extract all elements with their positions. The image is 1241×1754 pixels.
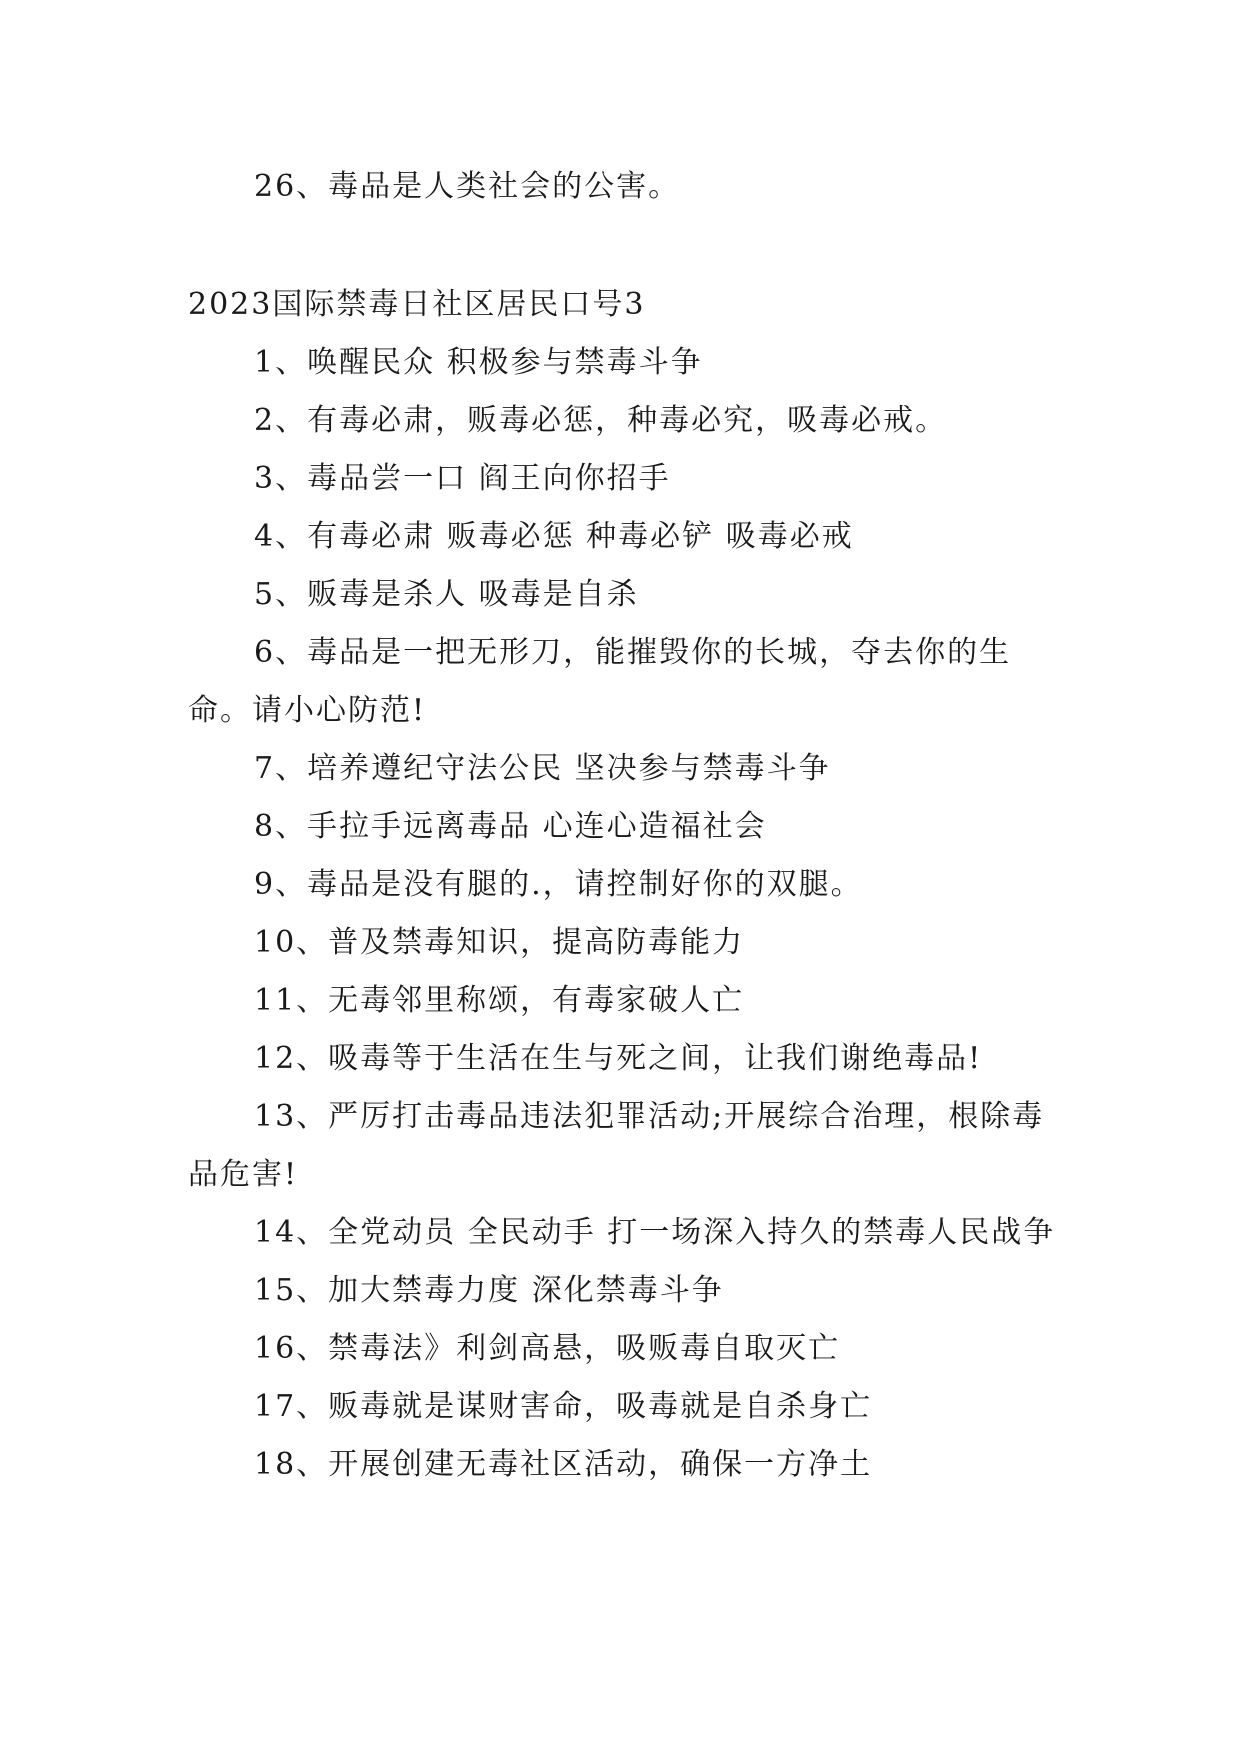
list-item: 15、加大禁毒力度 深化禁毒斗争 <box>254 1273 724 1308</box>
list-item: 12、吸毒等于生活在生与死之间，让我们谢绝毒品! <box>254 1041 983 1076</box>
list-item: 18、开展创建无毒社区活动，确保一方净土 <box>254 1447 873 1482</box>
list-item: 4、有毒必肃 贩毒必惩 种毒必铲 吸毒必戒 <box>254 519 854 554</box>
list-item: 26、毒品是人类社会的公害。 <box>254 169 681 204</box>
list-item: 8、手拉手远离毒品 心连心造福社会 <box>254 809 767 844</box>
list-item: 3、毒品尝一口 阎王向你招手 <box>254 461 671 496</box>
list-item: 2、有毒必肃，贩毒必惩，种毒必究，吸毒必戒。 <box>254 403 948 438</box>
list-item: 7、培养遵纪守法公民 坚决参与禁毒斗争 <box>254 751 831 786</box>
slogan-section <box>188 276 1058 1494</box>
list-item: 6、毒品是一把无形刀，能摧毁你的长城，夺去你的生命。请小心防范! <box>188 635 1012 728</box>
previous-section-tail <box>188 158 1058 216</box>
list-item: 10、普及禁毒知识，提高防毒能力 <box>254 925 745 960</box>
list-item: 1、唤醒民众 积极参与禁毒斗争 <box>254 345 703 380</box>
list-item: 13、严厉打击毒品违法犯罪活动;开展综合治理，根除毒品危害! <box>188 1099 1045 1192</box>
list-item: 17、贩毒就是谋财害命，吸毒就是自杀身亡 <box>254 1389 873 1424</box>
list-item: 16、禁毒法》利剑高悬，吸贩毒自取灭亡 <box>254 1331 841 1366</box>
section-title: 2023国际禁毒日社区居民口号3 <box>188 287 646 322</box>
list-item: 11、无毒邻里称颂，有毒家破人亡 <box>254 983 745 1018</box>
list-item: 9、毒品是没有腿的.，请控制好你的双腿。 <box>254 867 863 902</box>
list-item: 5、贩毒是杀人 吸毒是自杀 <box>254 577 639 612</box>
list-item: 14、全党动员 全民动手 打一场深入持久的禁毒人民战争 <box>254 1215 1056 1250</box>
